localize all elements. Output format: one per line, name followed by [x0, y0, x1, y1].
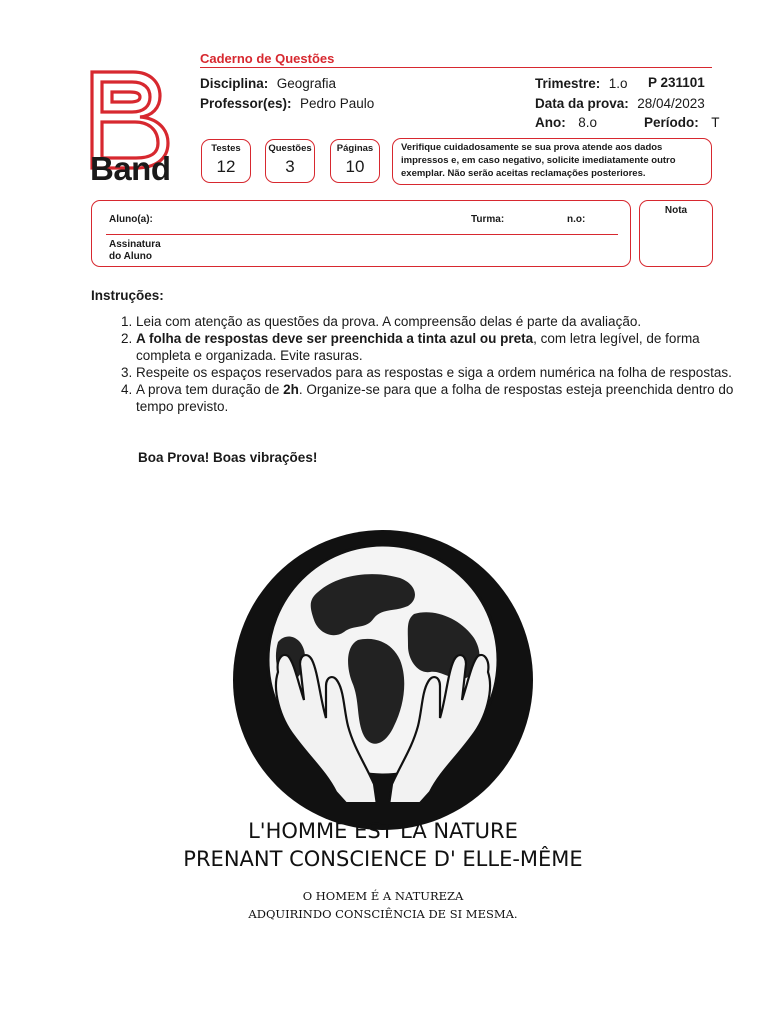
ano-value: 8.o [578, 115, 597, 130]
data-value: 28/04/2023 [637, 96, 705, 111]
assinatura-line1: Assinatura [109, 239, 161, 250]
paginas-label: Páginas [336, 143, 374, 154]
nota-box [639, 200, 713, 267]
instructions-list [110, 313, 736, 415]
assinatura-line2: do Aluno [109, 251, 152, 262]
trimestre-row [535, 75, 628, 93]
aluno-label: Aluno(a): [109, 214, 153, 225]
questoes-count-box [265, 139, 315, 183]
periodo-label: Período: [644, 115, 699, 130]
document-type: Caderno de Questões [200, 51, 335, 66]
illustration-title-line1: L'HOMME EST LA NATURE [248, 819, 518, 843]
disciplina-row [200, 75, 336, 93]
instruction-item: 1. Leia com atenção as questões da prova. A compreensão delas é parte da avaliação. [136, 313, 736, 330]
numero-label: n.o: [567, 214, 586, 225]
wrists [344, 802, 422, 814]
illustration-title-line2: PRENANT CONSCIENCE D' ELLE-MÊME [183, 847, 583, 871]
nota-label: Nota [664, 205, 688, 216]
instruction-item: 3. Respeite os espaços reservados para as respostas e siga a ordem numérica na folha de respostas. [136, 364, 736, 381]
testes-count-box [201, 139, 251, 183]
professor-value: Pedro Paulo [299, 96, 375, 111]
instructions-title: Instruções: [91, 288, 164, 303]
trimestre-label: Trimestre: [535, 76, 601, 91]
instruction-item: 4. A prova tem duração de 2h. Organize-se para que a folha de respostas esteja preenchida dentro do tempo previsto. [136, 381, 736, 415]
paginas-count-box [330, 139, 380, 183]
data-row [535, 95, 705, 113]
brand-wordmark: Band [90, 150, 171, 187]
ano-row [535, 114, 597, 132]
illustration-caption-line1: O HOMEM É A NATUREZA [302, 889, 464, 903]
earth-in-hands-illustration [168, 522, 598, 926]
periodo-row [644, 114, 719, 132]
illustration-caption-line2: ADQUIRINDO CONSCIÊNCIA DE SI MESMA. [248, 907, 518, 921]
paginas-value: 10 [345, 157, 365, 176]
data-label: Data da prova: [535, 96, 629, 111]
trimestre-value: 1.o [608, 76, 628, 91]
instruction-item: 2. A folha de respostas deve ser preenchida a tinta azul ou preta, com letra legível, de forma completa e organizada. Evite rasuras. [136, 330, 736, 364]
disciplina-value: Geografia [276, 76, 337, 91]
exam-code: P 231101 [648, 75, 705, 90]
header-divider [200, 67, 712, 68]
student-divider [106, 234, 618, 235]
disciplina-label: Disciplina: [200, 76, 269, 91]
verification-notice: Verifique cuidadosamente se sua prova atende aos dados impressos e, em caso negativo, solicite imediatamente outro exemplar. Não serão aceitas reclamações posteriores. [392, 138, 712, 185]
ano-label: Ano: [535, 115, 566, 130]
professor-label: Professor(es): [200, 96, 292, 111]
turma-label: Turma: [471, 214, 505, 225]
testes-value: 12 [216, 157, 236, 176]
questoes-label: Questões [268, 143, 312, 154]
assinatura-label [109, 239, 161, 263]
periodo-value: T [711, 115, 720, 130]
professor-row [200, 95, 374, 113]
testes-label: Testes [211, 143, 241, 154]
questoes-value: 3 [285, 157, 295, 176]
closing-message: Boa Prova! Boas vibrações! [138, 450, 318, 465]
